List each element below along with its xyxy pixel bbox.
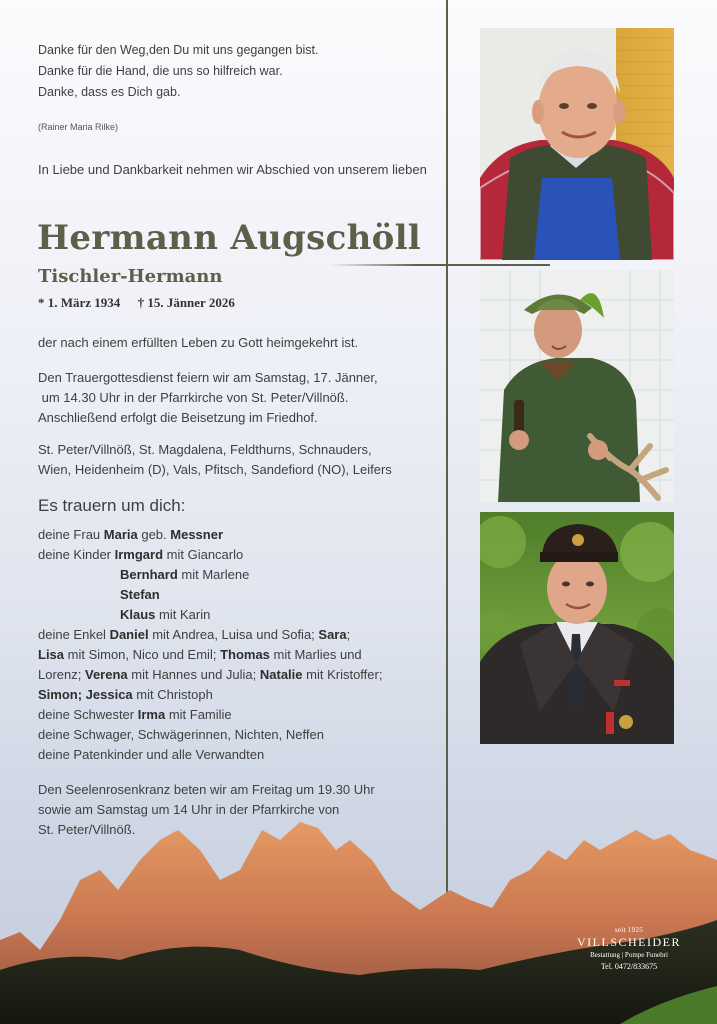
mourner-row xyxy=(38,665,438,685)
logo-phone: Tel. 0472/833675 xyxy=(600,962,658,971)
mourner-text: Lorenz; xyxy=(38,667,85,682)
mourner-row xyxy=(38,685,438,705)
mourner-name: Natalie xyxy=(259,667,303,682)
mourner-row xyxy=(38,565,438,585)
logo-subtitle: Bestattung | Pompe Funebri xyxy=(590,951,668,959)
life-dates xyxy=(38,295,249,311)
mourners-heading: Es trauern um dich: xyxy=(38,496,186,515)
mourner-row xyxy=(38,645,438,665)
mourner-text: mit Kristoffer; xyxy=(302,667,383,682)
mourner-name: Maria xyxy=(103,527,138,542)
mourner-row xyxy=(38,745,438,765)
portrait-3-illustration xyxy=(480,512,674,744)
mourner-name: Verena xyxy=(84,667,128,682)
mourner-text: deine Patenkinder und alle Verwandten xyxy=(38,747,265,762)
mourner-name: Sara xyxy=(318,627,347,642)
mourner-name: Klaus xyxy=(120,607,156,622)
mourner-name: Stefan xyxy=(120,587,160,602)
mourner-text: deine Frau xyxy=(38,527,104,542)
mourner-text: deine Schwester xyxy=(38,707,138,722)
mourner-name: Messner xyxy=(170,527,224,542)
deceased-name: Hermann Augschöll xyxy=(37,218,421,258)
portrait-2-illustration xyxy=(480,270,674,502)
mourner-text: mit Marlies und xyxy=(269,647,362,662)
mourner-text: geb. xyxy=(137,527,171,542)
mourner-name: Lisa xyxy=(38,647,65,662)
birth-date: * 1. März 1934 xyxy=(38,295,121,310)
rosary-line: St. Peter/Villnöß. xyxy=(38,822,136,837)
mourner-text: deine Kinder xyxy=(38,547,115,562)
horizontal-divider-line xyxy=(330,264,550,266)
portrait-1-illustration xyxy=(480,28,674,260)
intro-text: In Liebe und Dankbarkeit nehmen wir Abschied von unserem lieben xyxy=(38,162,427,177)
homecoming-text: der nach einem erfüllten Leben zu Gott heimgekehrt ist. xyxy=(38,335,359,350)
mourner-name: Irma xyxy=(137,707,166,722)
mourner-text: mit Giancarlo xyxy=(163,547,244,562)
mourner-row xyxy=(38,605,438,625)
mourner-text: mit Hannes und Julia; xyxy=(127,667,260,682)
logo-since: seit 1925 xyxy=(614,926,644,934)
mourner-name: Simon; Jessica xyxy=(38,687,133,702)
mourner-text: mit Marlene xyxy=(177,567,250,582)
quote-line-2: Danke für die Hand, die uns so hilfreich war. xyxy=(38,64,283,78)
service-line: Den Trauergottesdienst feiern wir am Samstag, 17. Jänner, xyxy=(38,370,378,385)
mourner-text: mit Andrea, Luisa und Sofia; xyxy=(148,627,319,642)
mourner-text: ; xyxy=(346,627,351,642)
portrait-photo-2 xyxy=(480,270,674,502)
mourner-row xyxy=(38,525,438,545)
mourner-text: mit Familie xyxy=(165,707,232,722)
mourner-name: Daniel xyxy=(109,627,149,642)
mourner-text: mit Karin xyxy=(155,607,211,622)
funeral-service-text xyxy=(38,368,438,428)
logo-brand: VILLSCHEIDER xyxy=(577,935,681,949)
rosary-line: sowie am Samstag um 14 Uhr in der Pfarrkirche von xyxy=(38,802,340,817)
mourner-text: deine Enkel xyxy=(38,627,110,642)
places-text xyxy=(38,440,438,480)
service-line: Anschließend erfolgt die Beisetzung im Friedhof. xyxy=(38,410,318,425)
dolomites-mountain-landscape xyxy=(0,800,717,1024)
mourner-name: Bernhard xyxy=(120,567,178,582)
death-date: † 15. Jänner 2026 xyxy=(137,295,235,310)
quote-author: (Rainer Maria Rilke) xyxy=(38,122,119,132)
quote-line-1: Danke für den Weg,den Du mit uns gegangen bist. xyxy=(38,43,319,57)
funeral-home-logo xyxy=(570,926,688,971)
service-line: um 14.30 Uhr in der Pfarrkirche von St. Peter/Villnöß. xyxy=(38,390,349,405)
mourner-row xyxy=(38,625,438,645)
quote-line-3: Danke, dass es Dich gab. xyxy=(38,85,181,99)
mourner-row xyxy=(38,585,438,605)
rilke-quote xyxy=(38,40,319,103)
mourner-row xyxy=(38,545,438,565)
mourner-text: deine Schwager, Schwägerinnen, Nichten, Neffen xyxy=(38,727,324,742)
mourner-row xyxy=(38,705,438,725)
mourners-list xyxy=(38,525,438,765)
mourner-name: Thomas xyxy=(220,647,270,662)
rosary-line: Den Seelenrosenkranz beten wir am Freitag um 19.30 Uhr xyxy=(38,782,375,797)
mourner-text: mit Simon, Nico und Emil; xyxy=(64,647,221,662)
deceased-nickname: Tischler-Hermann xyxy=(38,266,223,287)
mourner-name: Irmgard xyxy=(114,547,164,562)
places-line: Wien, Heidenheim (D), Vals, Pfitsch, Sandefiord (NO), Leifers xyxy=(38,462,392,477)
portrait-photo-3 xyxy=(480,512,674,744)
places-line: St. Peter/Villnöß, St. Magdalena, Feldthurns, Schnauders, xyxy=(38,442,372,457)
mourner-text: mit Christoph xyxy=(132,687,213,702)
portrait-photo-1 xyxy=(480,28,674,260)
mourner-row xyxy=(38,725,438,745)
